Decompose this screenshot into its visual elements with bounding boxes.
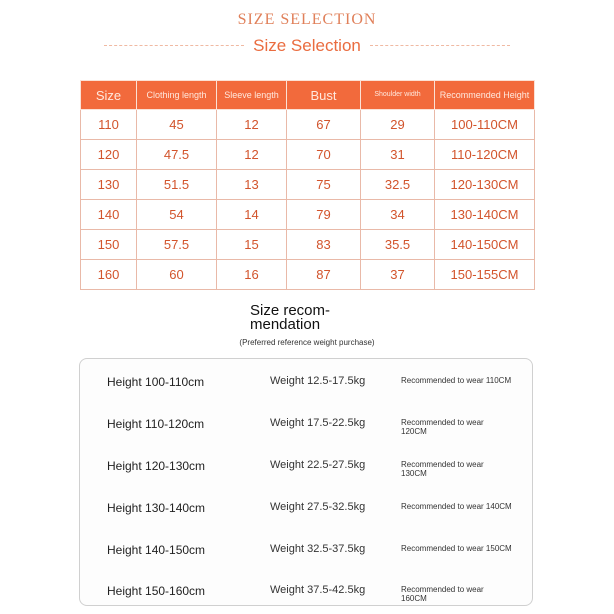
weight-range: Weight 32.5-37.5kg (270, 543, 366, 555)
weight-range: Weight 17.5-22.5kg (270, 417, 366, 429)
list-item (80, 367, 534, 397)
table-cell: 150-155CM (435, 260, 535, 290)
column-header-recommended-height: Recommended Height (435, 81, 535, 110)
recommendation-title: Size recom-mendation (250, 302, 331, 333)
table-cell: 12 (217, 110, 287, 140)
table-row (81, 170, 535, 200)
table-cell: 29 (361, 110, 435, 140)
column-header-shoulder-width: Shoulder width (361, 81, 435, 110)
table-cell: 100-110CM (435, 110, 535, 140)
height-range: Height 140-150cm (107, 543, 206, 557)
table-cell: 110-120CM (435, 140, 535, 170)
table-cell: 35.5 (361, 230, 435, 260)
height-range: Height 130-140cm (107, 501, 206, 515)
table-cell: 15 (217, 230, 287, 260)
weight-range: Weight 27.5-32.5kg (270, 501, 366, 513)
table-cell: 120 (81, 140, 137, 170)
table-cell: 130 (81, 170, 137, 200)
page-title: SIZE SELECTION (237, 11, 377, 28)
column-header-clothing-length: Clothing length (137, 81, 217, 110)
table-cell: 54 (137, 200, 217, 230)
height-range: Height 120-130cm (107, 459, 206, 473)
table-row (81, 260, 535, 290)
weight-range: Weight 12.5-17.5kg (270, 375, 366, 387)
table-cell: 120-130CM (435, 170, 535, 200)
table-cell: 34 (361, 200, 435, 230)
recommended-size: Recommended to wear 140CM (401, 502, 512, 511)
table-cell: 31 (361, 140, 435, 170)
height-range: Height 100-110cm (107, 375, 205, 389)
list-item (80, 493, 534, 523)
recommendation-subtitle: (Preferred reference weight purchase) (239, 338, 375, 347)
table-cell: 79 (287, 200, 361, 230)
height-range: Height 110-120cm (107, 417, 205, 431)
table-row (81, 200, 535, 230)
column-header-sleeve-length: Sleeve length (217, 81, 287, 110)
table-cell: 140-150CM (435, 230, 535, 260)
table-header-row (81, 81, 535, 110)
table-cell: 47.5 (137, 140, 217, 170)
weight-range: Weight 22.5-27.5kg (270, 459, 366, 471)
recommended-size: Recommended to wear 130CM (401, 460, 484, 478)
table-cell: 60 (137, 260, 217, 290)
recommended-size: Recommended to wear 120CM (401, 418, 484, 436)
table-cell: 87 (287, 260, 361, 290)
table-cell: 130-140CM (435, 200, 535, 230)
table-cell: 14 (217, 200, 287, 230)
list-item (80, 576, 534, 606)
table-cell: 45 (137, 110, 217, 140)
table-cell: 70 (287, 140, 361, 170)
recommended-size: Recommended to wear 110CM (401, 376, 512, 385)
table-cell: 160 (81, 260, 137, 290)
table-row (81, 110, 535, 140)
table-cell: 83 (287, 230, 361, 260)
table-cell: 51.5 (137, 170, 217, 200)
table-row (81, 230, 535, 260)
recommended-size: Recommended to wear 160CM (401, 585, 484, 603)
column-header-bust: Bust (287, 81, 361, 110)
table-cell: 16 (217, 260, 287, 290)
table-cell: 75 (287, 170, 361, 200)
table-cell: 32.5 (361, 170, 435, 200)
recommended-size: Recommended to wear 150CM (401, 544, 512, 553)
size-chart-table (80, 80, 535, 290)
table-cell: 110 (81, 110, 137, 140)
page-subtitle: Size Selection (253, 36, 361, 55)
height-range: Height 150-160cm (107, 584, 206, 598)
list-item (80, 535, 534, 565)
list-item (80, 451, 534, 481)
table-cell: 57.5 (137, 230, 217, 260)
table-cell: 37 (361, 260, 435, 290)
table-cell: 13 (217, 170, 287, 200)
column-header-size: Size (81, 81, 137, 110)
table-cell: 140 (81, 200, 137, 230)
table-cell: 12 (217, 140, 287, 170)
table-cell: 150 (81, 230, 137, 260)
table-row (81, 140, 535, 170)
weight-range: Weight 37.5-42.5kg (270, 584, 366, 596)
list-item (80, 409, 534, 439)
recommendation-panel (79, 358, 533, 606)
table-cell: 67 (287, 110, 361, 140)
